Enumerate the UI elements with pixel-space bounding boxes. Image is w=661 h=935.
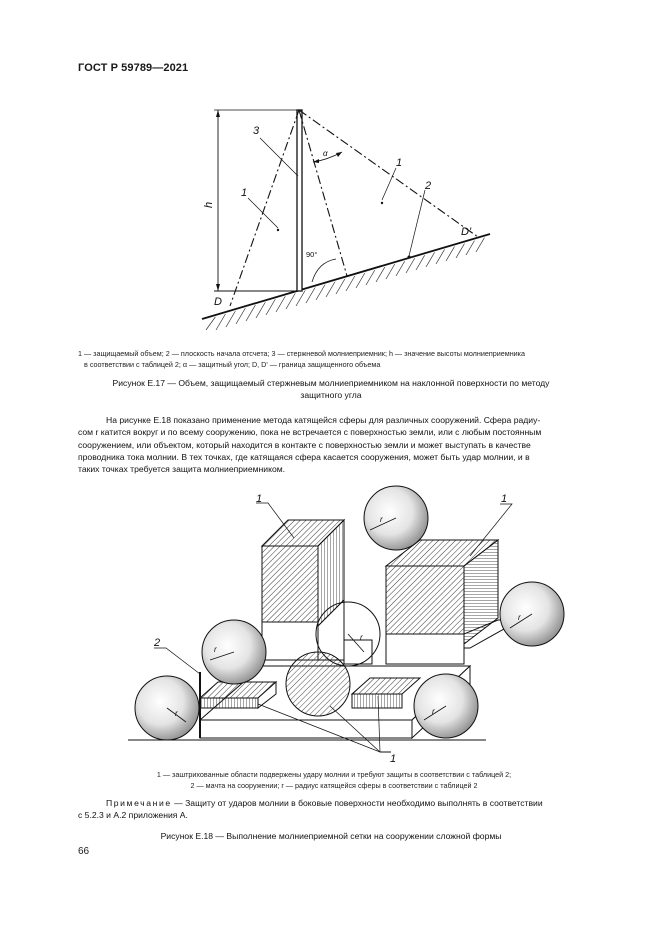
label-D-prime: D': [461, 226, 472, 238]
figure-e18-caption: Рисунок Е.18 — Выполнение молниеприемной сетки на сооружении сложной формы: [160, 831, 502, 841]
paragraph-line1: На рисунке Е.18 показано применение метода катящейся сферы для различных сооружений. Сфера радиу-: [106, 415, 541, 425]
figure-e17-caption-line2: защитного угла: [300, 390, 362, 400]
label-3: 3: [253, 125, 260, 137]
figure-e18-label-1-left: 1: [256, 493, 263, 505]
document-header: ГОСТ Р 59789—2021: [78, 62, 189, 74]
figure-e17-legend-line1: 1 — защищаемый объем; 2 — плоскость начала отсчета; 3 — стержневой молниеприемник; h — значение высоты молниеприемника: [78, 349, 525, 358]
radius-label-top: r: [380, 515, 383, 524]
paragraph-line2: сом r катится вокруг и по всему сооружению, пока не встречается с поверхностью земли, или с любым постоянным: [78, 427, 542, 438]
radius-label-mast: r: [214, 645, 217, 654]
note-line1: [78, 797, 616, 809]
figure-e18-label-1-bottom: 1: [390, 753, 397, 765]
right-step-front: [352, 694, 402, 708]
right-block-front-hatched: [386, 566, 464, 634]
left-step-front: [200, 698, 258, 708]
label-90-degrees: 90°: [306, 250, 318, 259]
paragraph-line5: таких точках требуется защита молниеприемником.: [78, 464, 286, 475]
figure-e18-note: [78, 797, 616, 822]
connecting-passage: [344, 640, 372, 664]
note-text: — Защиту от ударов молнии в боковые поверхности необходимо выполнять в соответствии: [171, 798, 543, 808]
figure-e17-caption-line1: Рисунок Е.17 — Объем, защищаемый стержневым молниеприемником на наклонной поверхности по методу: [112, 378, 550, 388]
figure-e18-legend: [78, 769, 590, 791]
radius-label-bottom-right: r: [432, 707, 435, 716]
radius-label-center: r: [360, 633, 363, 642]
label-D: D: [214, 296, 222, 308]
note-word: Примечание: [106, 798, 172, 808]
figure-e18-label-2: 2: [154, 637, 161, 649]
label-alpha: α: [323, 149, 328, 158]
paragraph-line4: проводника тока молнии. В тех точках, где катящаяся сфера касается сооружения, может быть удар молнии, и в: [78, 451, 530, 462]
label-2: 2: [425, 180, 432, 192]
radius-label-right: r: [518, 613, 521, 622]
label-1-right: 1: [396, 157, 403, 169]
figure-e18-label-1-right: 1: [501, 493, 508, 505]
right-block-front-lower: [386, 634, 464, 664]
radius-label-left: r: [175, 709, 178, 718]
figure-e17-legend-line2: в соответствии с таблицей 2; α — защитный угол; D, D' — граница защищенного объема: [84, 360, 381, 369]
left-block-front-hatched: [262, 546, 318, 622]
paragraph-line3: сооружением, или объектом, который находится в контакте с поверхностью земли и может выступать в качестве: [78, 439, 531, 450]
figure-e18-legend-line1: 1 — заштрихованные области подвержены удару молнии и требуют защиты в соответствии с таблицей 2;: [156, 770, 512, 779]
page-number: 66: [78, 846, 90, 857]
note-line2: с 5.2.3 и А.2 приложения А.: [78, 810, 188, 821]
label-h: h: [203, 201, 215, 208]
label-1-left: 1: [241, 187, 248, 199]
figure-e18-legend-line2: 2 — мачта на сооружении; r — радиус катящейся сферы в соответствии с таблицей 2: [190, 781, 478, 790]
rolling-sphere-center-bottom: [286, 652, 350, 716]
